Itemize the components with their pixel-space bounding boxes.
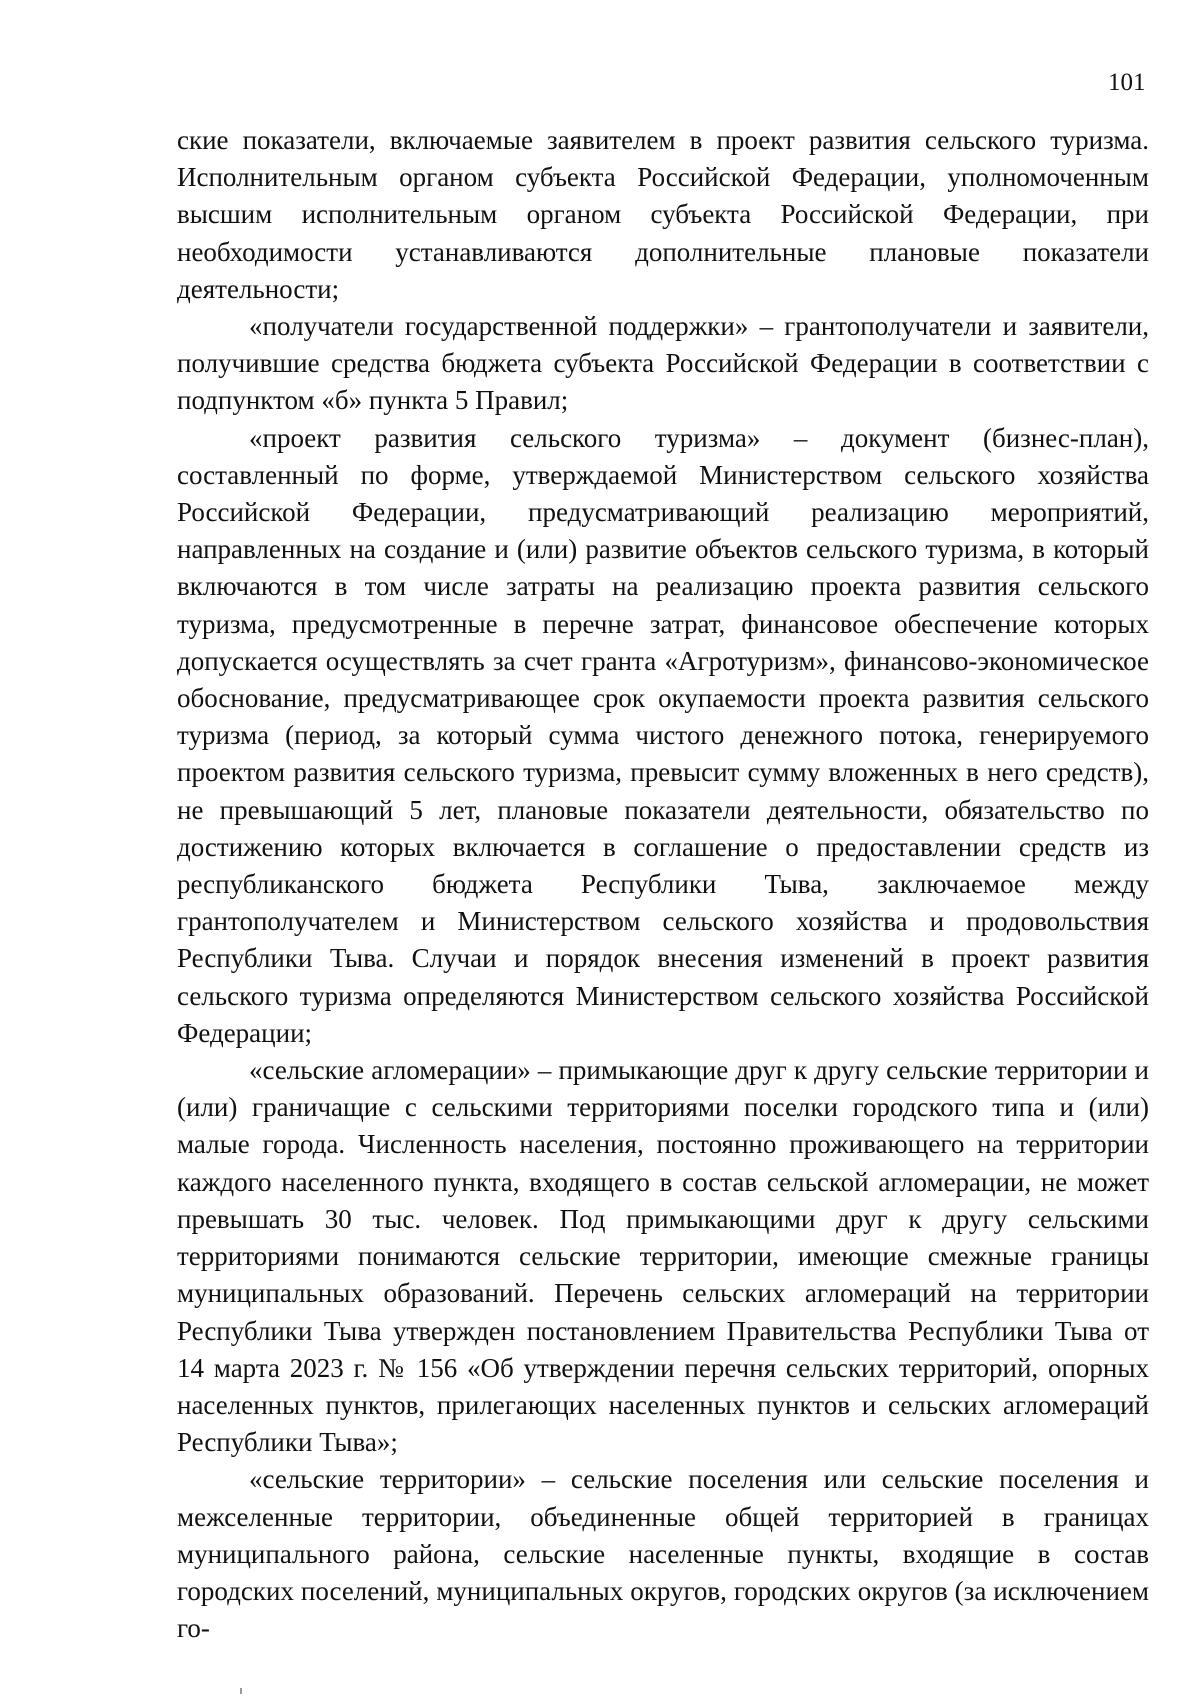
- paragraph-rural-territories-definition: «сельские территории» – сельские поселения или сельские поселения и межселенные территории, объединенные общей территорией в границах муниципального района, сельские населенные пункты, входящие в состав городских поселений, муниципальных округов, городских округов (за исключением го-: [177, 1464, 1149, 1644]
- page-number: 101: [1108, 69, 1146, 96]
- paragraph-project-definition: «проект развития сельского туризма» – документ (бизнес-план), составленный по форме, утверждаемой Министерством сельского хозяйства Российской Федерации, предусматривающий реализацию мероприятий, направленных на создание и (или) развитие объектов сельского туризма, в который включаются в том числе затраты на реализацию проекта развития сельского туризма, предусмотренные в перечне затрат, финансовое обеспечение которых допускается осуществлять за счет гранта «Агротуризм», финансово-экономическое обоснование, предусматривающее срок окупаемости проекта развития сельского туризма (период, за который сумма чистого денежного потока, генерируемого проектом развития сельского туризма, превысит сумму вложенных в него средств), не превышающий 5 лет, плановые показатели деятельности, обязательство по достижению которых включается в соглашение о предоставлении средств из республиканского бюджета Республики Тыва, заключаемое между грантополучателем и Министерством сельского хозяйства и продовольствия Республики Тыва. Случаи и порядок внесения изменений в проект развития сельского туризма определяются Министерством сельского хозяйства Российской Федерации;: [177, 422, 1149, 1048]
- body-text: [177, 122, 1149, 1647]
- paragraph-recipients-definition: «получатели государственной поддержки» – грантополучатели и заявители, получившие средства бюджета субъекта Российской Федерации в соответствии с подпунктом «б» пункта 5 Правил;: [177, 311, 1149, 416]
- scan-mark: [240, 1688, 242, 1694]
- paragraph-continuation: ские показатели, включаемые заявителем в проект развития сельского туризма. Исполнительным органом субъекта Российской Федерации, уполномоченным высшим исполнительным органом субъекта Российской Федерации, при необходимости устанавливаются дополнительные плановые показатели деятельности;: [177, 125, 1149, 304]
- paragraph-agglomerations-definition: «сельские агломерации» – примыкающие друг к другу сельские территории и (или) граничащие с сельскими территориями поселки городского типа и (или) малые города. Численность населения, постоянно проживающего на территории каждого населенного пункта, входящего в состав сельской агломерации, не может превышать 30 тыс. человек. Под примыкающими друг к другу сельскими территориями понимаются сельские территории, имеющие смежные границы муниципальных образований. Перечень сельских агломераций на территории Республики Тыва утвержден постановлением Правительства Республики Тыва от 14 марта 2023 г. № 156 «Об утверждении перечня сельских территорий, опорных населенных пунктов, прилегающих населенных пунктов и сельских агломераций Республики Тыва»;: [177, 1055, 1149, 1458]
